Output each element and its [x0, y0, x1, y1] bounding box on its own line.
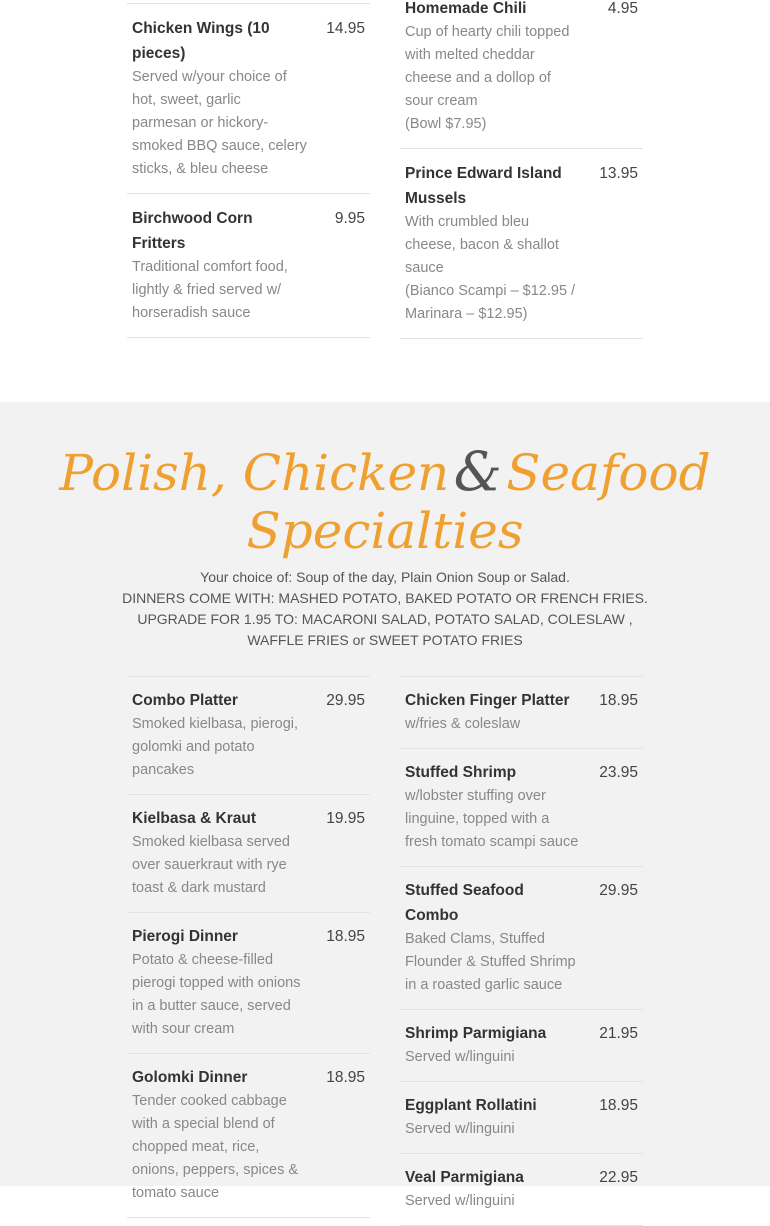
- menu-item: [127, 1054, 370, 1218]
- title-part-1: Polish, Chicken: [59, 444, 450, 502]
- item-name: Stuffed Seafood Combo: [405, 882, 524, 924]
- appetizers-left-column: [127, 3, 370, 338]
- menu-item: [400, 0, 643, 149]
- item-price: 21.95: [599, 1025, 638, 1042]
- menu-item: [127, 676, 370, 795]
- item-price: 18.95: [599, 1097, 638, 1114]
- item-description: Cup of hearty chili topped with melted cheddar cheese and a dollop of sour cream: [405, 24, 570, 109]
- item-price: 19.95: [326, 810, 365, 827]
- title-ampersand: &: [453, 440, 502, 503]
- specialties-left-column: [127, 676, 370, 1218]
- menu-item: [127, 194, 370, 338]
- item-description: With crumbled bleu cheese, bacon & shallot sauce: [405, 214, 559, 276]
- item-name: Golomki Dinner: [132, 1069, 248, 1086]
- item-name: Prince Edward Island Mussels: [405, 165, 562, 207]
- item-name: Chicken Wings (10 pieces): [132, 20, 270, 62]
- section-intro: [120, 567, 650, 651]
- item-name: Kielbasa & Kraut: [132, 810, 257, 827]
- intro-line-3: UPGRADE FOR 1.95 TO: MACARONI SALAD, POTATO SALAD, COLESLAW , WAFFLE FRIES or SWEET POTATO FRIES: [137, 611, 633, 648]
- item-description: Tender cooked cabbage with a special blend of chopped meat, rice, onions, peppers, spices & tomato sauce: [132, 1093, 299, 1201]
- item-price: 13.95: [599, 165, 638, 182]
- item-name: Pierogi Dinner: [132, 928, 238, 945]
- item-price: 29.95: [599, 882, 638, 899]
- menu-item: [400, 676, 643, 749]
- item-name: Homemade Chili: [405, 0, 527, 17]
- intro-line-2: DINNERS COME WITH: MASHED POTATO, BAKED POTATO OR FRENCH FRIES.: [122, 590, 648, 606]
- item-price: 9.95: [334, 210, 365, 227]
- item-price: 23.95: [599, 764, 638, 781]
- item-price: 14.95: [326, 20, 365, 37]
- item-name: Eggplant Rollatini: [405, 1097, 537, 1114]
- item-price: 18.95: [599, 692, 638, 709]
- item-extra: (Bianco Scampi – $12.95 / Marinara – $12.95): [405, 283, 576, 322]
- item-extra: (Bowl $7.95): [405, 116, 487, 132]
- menu-item: [127, 913, 370, 1054]
- menu-item: [400, 1082, 643, 1154]
- item-price: 22.95: [599, 1169, 638, 1186]
- item-price: 18.95: [326, 1069, 365, 1086]
- item-description: Traditional comfort food, lightly & fried served w/ horseradish sauce: [132, 259, 288, 321]
- item-description: Served w/linguini: [405, 1193, 515, 1209]
- item-price: 29.95: [326, 692, 365, 709]
- item-description: Served w/linguini: [405, 1121, 515, 1137]
- item-name: Shrimp Parmigiana: [405, 1025, 547, 1042]
- menu-item: [400, 1154, 643, 1226]
- item-price: 18.95: [326, 928, 365, 945]
- menu-item: [400, 749, 643, 867]
- title-part-3: Specialties: [246, 502, 524, 560]
- menu-item: [400, 1010, 643, 1082]
- intro-line-1: Your choice of: Soup of the day, Plain Onion Soup or Salad.: [200, 569, 570, 585]
- item-description: Potato & cheese-filled pierogi topped with onions in a butter sauce, served with sour cream: [132, 952, 301, 1037]
- item-description: Served w/linguini: [405, 1049, 515, 1065]
- item-description: Baked Clams, Stuffed Flounder & Stuffed Shrimp in a roasted garlic sauce: [405, 931, 576, 993]
- item-description: Smoked kielbasa, pierogi, golomki and potato pancakes: [132, 716, 299, 778]
- menu-item: [127, 795, 370, 913]
- menu-item: [127, 3, 370, 194]
- specialties-right-column: [400, 676, 643, 1226]
- item-name: Combo Platter: [132, 692, 238, 709]
- item-description: Smoked kielbasa served over sauerkraut with rye toast & dark mustard: [132, 834, 290, 896]
- item-name: Veal Parmigiana: [405, 1169, 524, 1186]
- menu-item: [400, 867, 643, 1010]
- title-part-2: Seafood: [506, 444, 711, 502]
- menu-item: [400, 149, 643, 339]
- appetizers-right-column: [400, 0, 643, 339]
- item-description: w/lobster stuffing over linguine, topped with a fresh tomato scampi sauce: [405, 788, 579, 850]
- item-description: Served w/your choice of hot, sweet, garlic parmesan or hickory-smoked BBQ sauce, celery sticks, & bleu cheese: [132, 69, 307, 177]
- item-description: w/fries & coleslaw: [405, 716, 521, 732]
- item-name: Birchwood Corn Fritters: [132, 210, 253, 252]
- section-title: [0, 440, 770, 559]
- item-name: Chicken Finger Platter: [405, 692, 570, 709]
- item-name: Stuffed Shrimp: [405, 764, 517, 781]
- item-price: 4.95: [607, 0, 638, 17]
